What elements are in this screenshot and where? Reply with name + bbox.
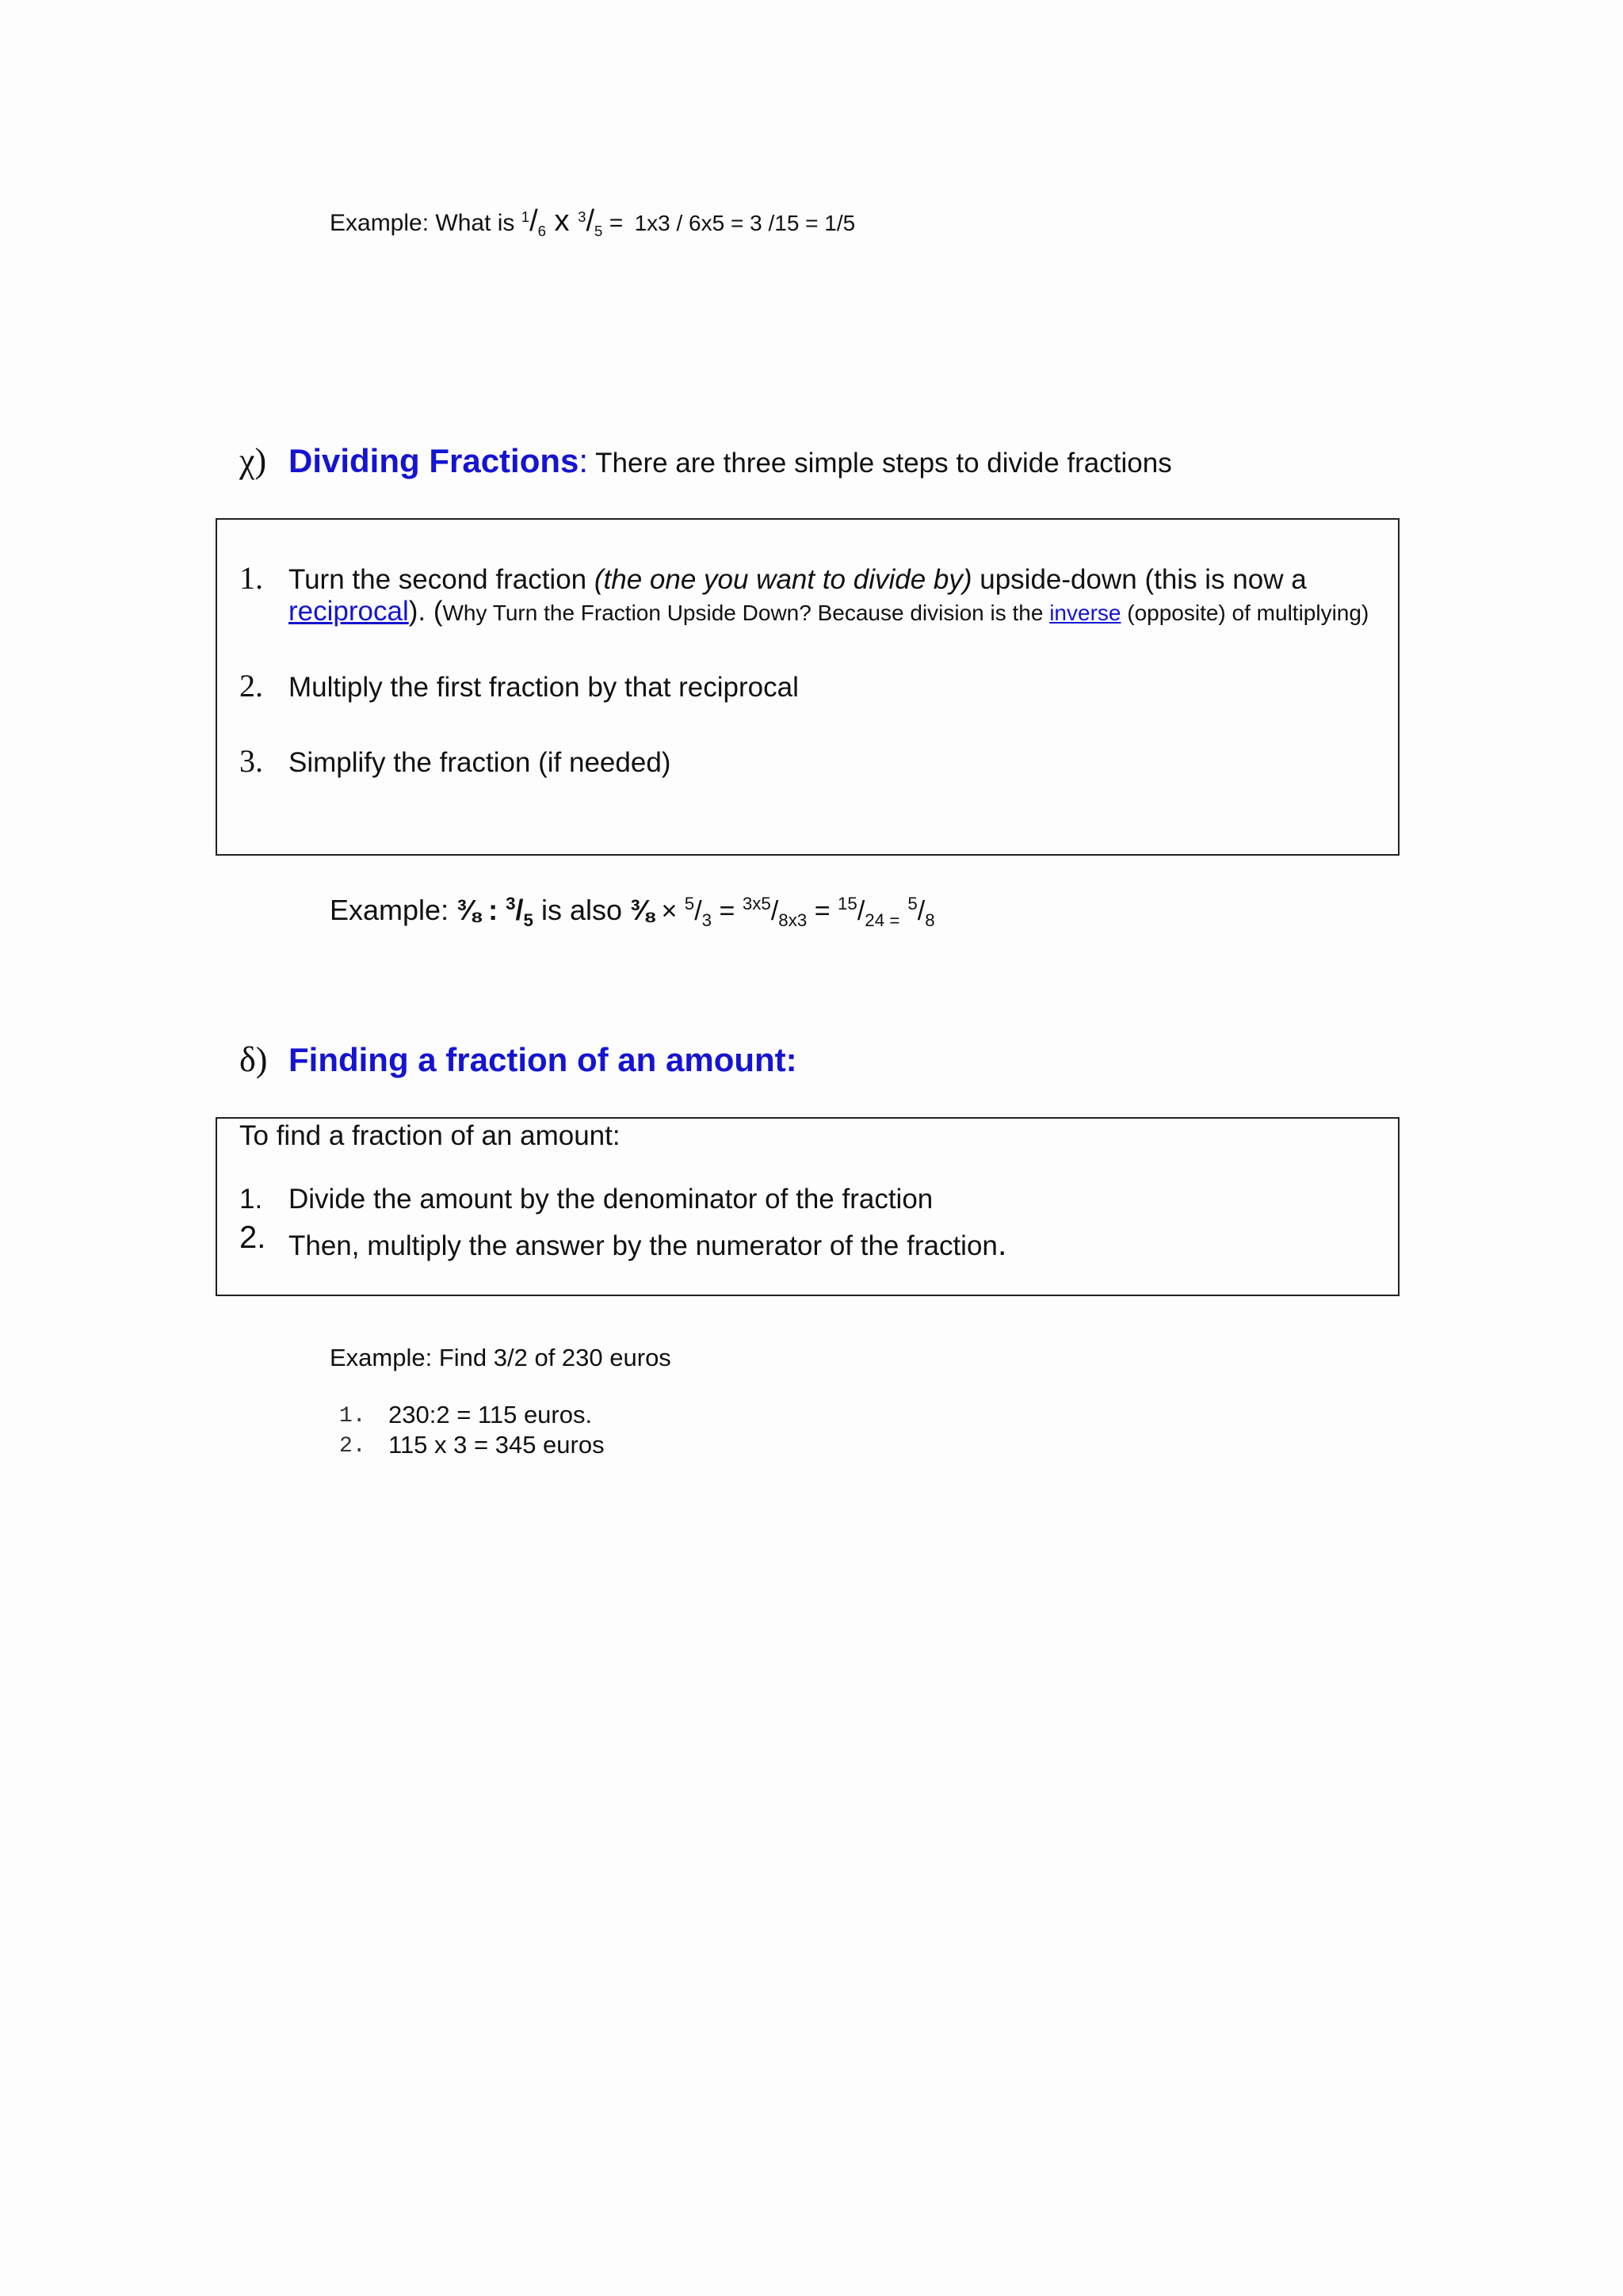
step-number: 2. (239, 1220, 266, 1255)
fraction-denominator: 8x3 (778, 910, 808, 931)
equals-sign: = (807, 896, 838, 926)
section-description: There are three simple steps to divide fractions (588, 448, 1172, 479)
example-multiply: Example: What is $^1/_6$ x $^3/_5 = 1x3 / 6x5 = 3$ /15 = 1/5 (330, 204, 856, 239)
example-label: Example: (330, 894, 457, 926)
section-dividing-heading (239, 441, 1172, 481)
section-marker: χ) (239, 441, 267, 480)
fraction-denominator: 3 (701, 910, 712, 931)
fraction-denominator: 24 = (865, 910, 900, 931)
fraction: ⅜ (630, 894, 655, 926)
example-divide: Example: ⅜ : $^3/_5$ is also ⅜ × $^5/_3 = ^{3x5}/_{8x3} = ^{15}/_{24 =}$ $^5/_8$ (330, 894, 935, 931)
fraction-numerator: 15 (838, 894, 857, 913)
list-number: 1. (339, 1404, 366, 1428)
step-number: 1. (239, 560, 263, 596)
fraction-denominator: 6 (537, 223, 546, 239)
step-1-line-2: reciprocal). (Why Turn the Fraction Upside Down? Because division is the inverse (opposite) of multiplying) (288, 596, 1369, 627)
list-item: 115 x 3 = 345 euros (388, 1431, 605, 1459)
inverse-link[interactable]: inverse (1049, 601, 1121, 625)
calculation: 1x3 / 6x5 = 3 /15 = 1/5 (634, 211, 856, 235)
list-number: 2. (339, 1434, 366, 1459)
step-2-text: Multiply the first fraction by that reciprocal (288, 672, 799, 703)
fraction-denominator: 5 (594, 223, 603, 239)
example-amount-label: Example: Find 3/2 of 230 euros (330, 1344, 671, 1371)
section-title: Dividing Fractions (288, 442, 579, 479)
step-number: 2. (239, 668, 263, 704)
finding-intro: To find a fraction of an amount: (239, 1120, 621, 1151)
times-sign: x (546, 204, 579, 238)
times-sign: × (654, 896, 685, 926)
fraction-denominator: 8 (925, 910, 935, 931)
fraction-numerator: 5 (684, 894, 695, 913)
step-1-italic: (the one you want to divide by) (594, 564, 972, 595)
step-1-line-1: Turn the second fraction (the one you want to divide by) upside-down (this is now a (288, 564, 1307, 595)
equals-sign: = (712, 896, 743, 926)
section-finding-heading (239, 1039, 797, 1080)
section-colon: : (579, 442, 589, 479)
fraction-numerator: 3 (578, 208, 586, 225)
step-3-text: Simplify the fraction (if needed) (288, 747, 671, 778)
fraction-denominator: 5 (523, 910, 533, 931)
fraction: ⅜ (456, 894, 481, 926)
section-title: Finding a fraction of an amount: (288, 1041, 797, 1078)
divide-colon: : (480, 894, 506, 926)
fraction-numerator: 3 (506, 894, 516, 913)
finding-step-2: Then, multiply the answer by the numerator of the fraction. (288, 1225, 1007, 1262)
step-number: 3. (239, 743, 263, 779)
fraction-numerator: 5 (907, 894, 918, 913)
section-marker: δ) (239, 1040, 268, 1079)
finding-step-1: Divide the amount by the denominator of the fraction (288, 1184, 934, 1215)
example-label: Example: What is (330, 210, 521, 236)
is-also: is also (533, 894, 631, 926)
step-number: 1. (239, 1184, 263, 1215)
equals-sign: = (602, 210, 630, 236)
reciprocal-link[interactable]: reciprocal (288, 596, 409, 627)
list-item: 230:2 = 115 euros. (388, 1401, 593, 1428)
fraction-numerator: 3x5 (742, 894, 771, 913)
fraction-numerator: 1 (521, 208, 530, 225)
